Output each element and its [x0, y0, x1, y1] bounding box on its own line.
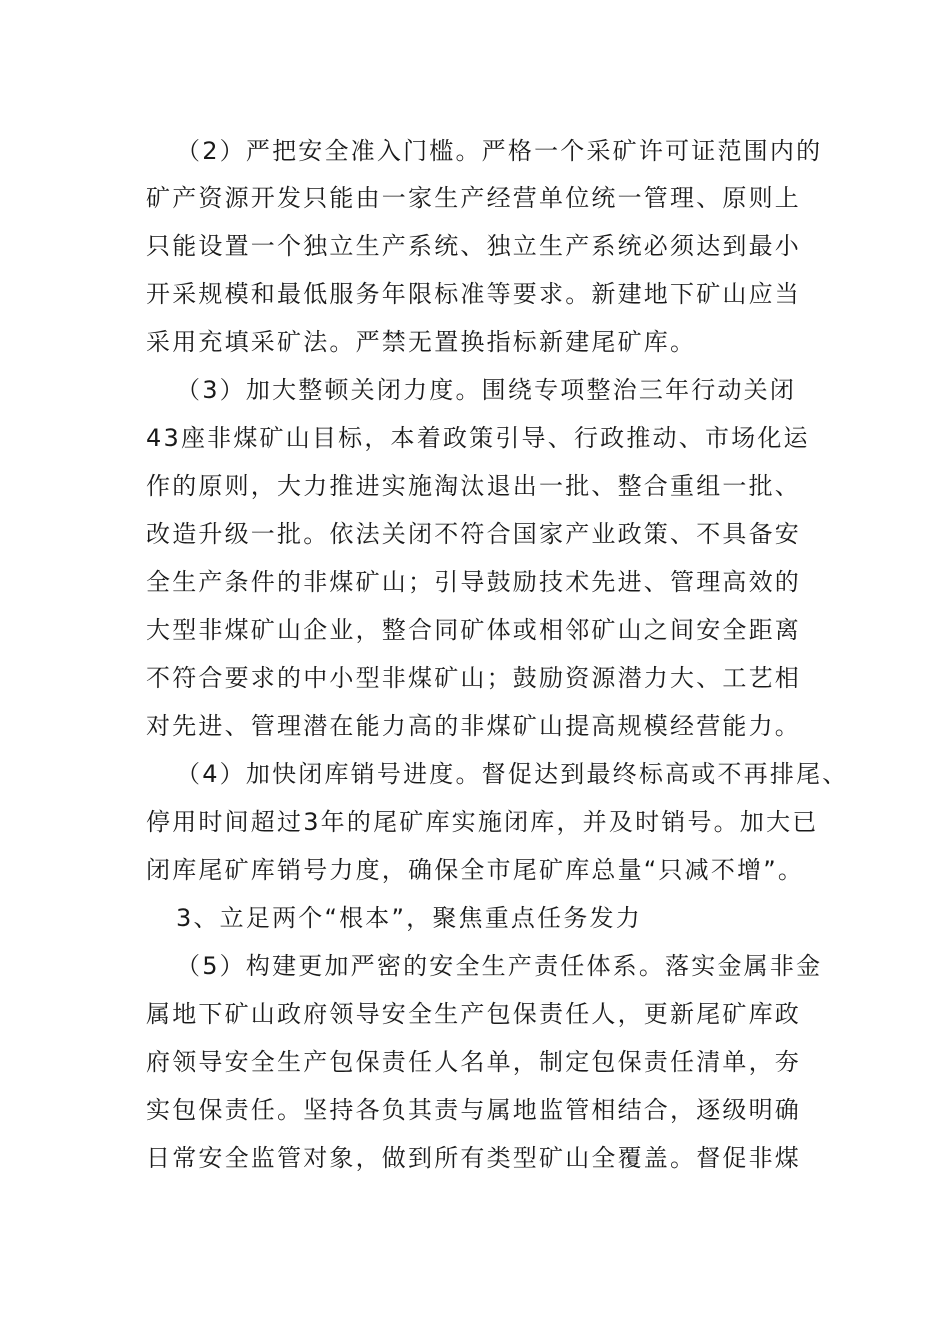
text-line: 只能设置一个独立生产系统、独立生产系统必须达到最小: [146, 232, 801, 260]
paragraph-5-heading-line: （5）构建更加严密的安全生产责任体系。落实金属非金: [176, 952, 823, 980]
text-line: 采用充填采矿法。严禁无置换指标新建尾矿库。: [146, 328, 697, 356]
text-line: 不符合要求的中小型非煤矿山；鼓励资源潜力大、工艺相: [146, 664, 801, 692]
text-line: 属地下矿山政府领导安全生产包保责任人，更新尾矿库政: [146, 1000, 801, 1028]
text-line: 停用时间超过3年的尾矿库实施闭库，并及时销号。加大已: [146, 808, 819, 836]
text-line: 43座非煤矿山目标，本着政策引导、行政推动、市场化运: [146, 424, 810, 452]
text-line: 矿产资源开发只能由一家生产经营单位统一管理、原则上: [146, 184, 801, 212]
text-line: 开采规模和最低服务年限标准等要求。新建地下矿山应当: [146, 280, 801, 308]
text-line: 大型非煤矿山企业，整合同矿体或相邻矿山之间安全距离: [146, 616, 801, 644]
text-line: 府领导安全生产包保责任人名单，制定包保责任清单，夯: [146, 1048, 801, 1076]
text-line: 实包保责任。坚持各负其责与属地监管相结合，逐级明确: [146, 1096, 801, 1124]
text-line: 全生产条件的非煤矿山；引导鼓励技术先进、管理高效的: [146, 568, 801, 596]
paragraph-2-heading-line: （2）严把安全准入门槛。严格一个采矿许可证范围内的: [176, 137, 823, 165]
text-line: 改造升级一批。依法关闭不符合国家产业政策、不具备安: [146, 520, 801, 548]
paragraph-3-heading-line: （3）加大整顿关闭力度。围绕专项整治三年行动关闭: [176, 376, 797, 404]
text-line: 闭库尾矿库销号力度，确保全市尾矿库总量“只减不增”。: [146, 856, 805, 884]
text-line: 日常安全监管对象，做到所有类型矿山全覆盖。督促非煤: [146, 1144, 801, 1172]
text-line: 对先进、管理潜在能力高的非煤矿山提高规模经营能力。: [146, 712, 801, 740]
text-line: 作的原则，大力推进实施淘汰退出一批、整合重组一批、: [146, 472, 801, 500]
section-3-heading: 3、立足两个“根本”，聚焦重点任务发力: [176, 904, 642, 932]
paragraph-4-heading-line: （4）加快闭库销号进度。督促达到最终标高或不再排尾、: [176, 760, 849, 788]
